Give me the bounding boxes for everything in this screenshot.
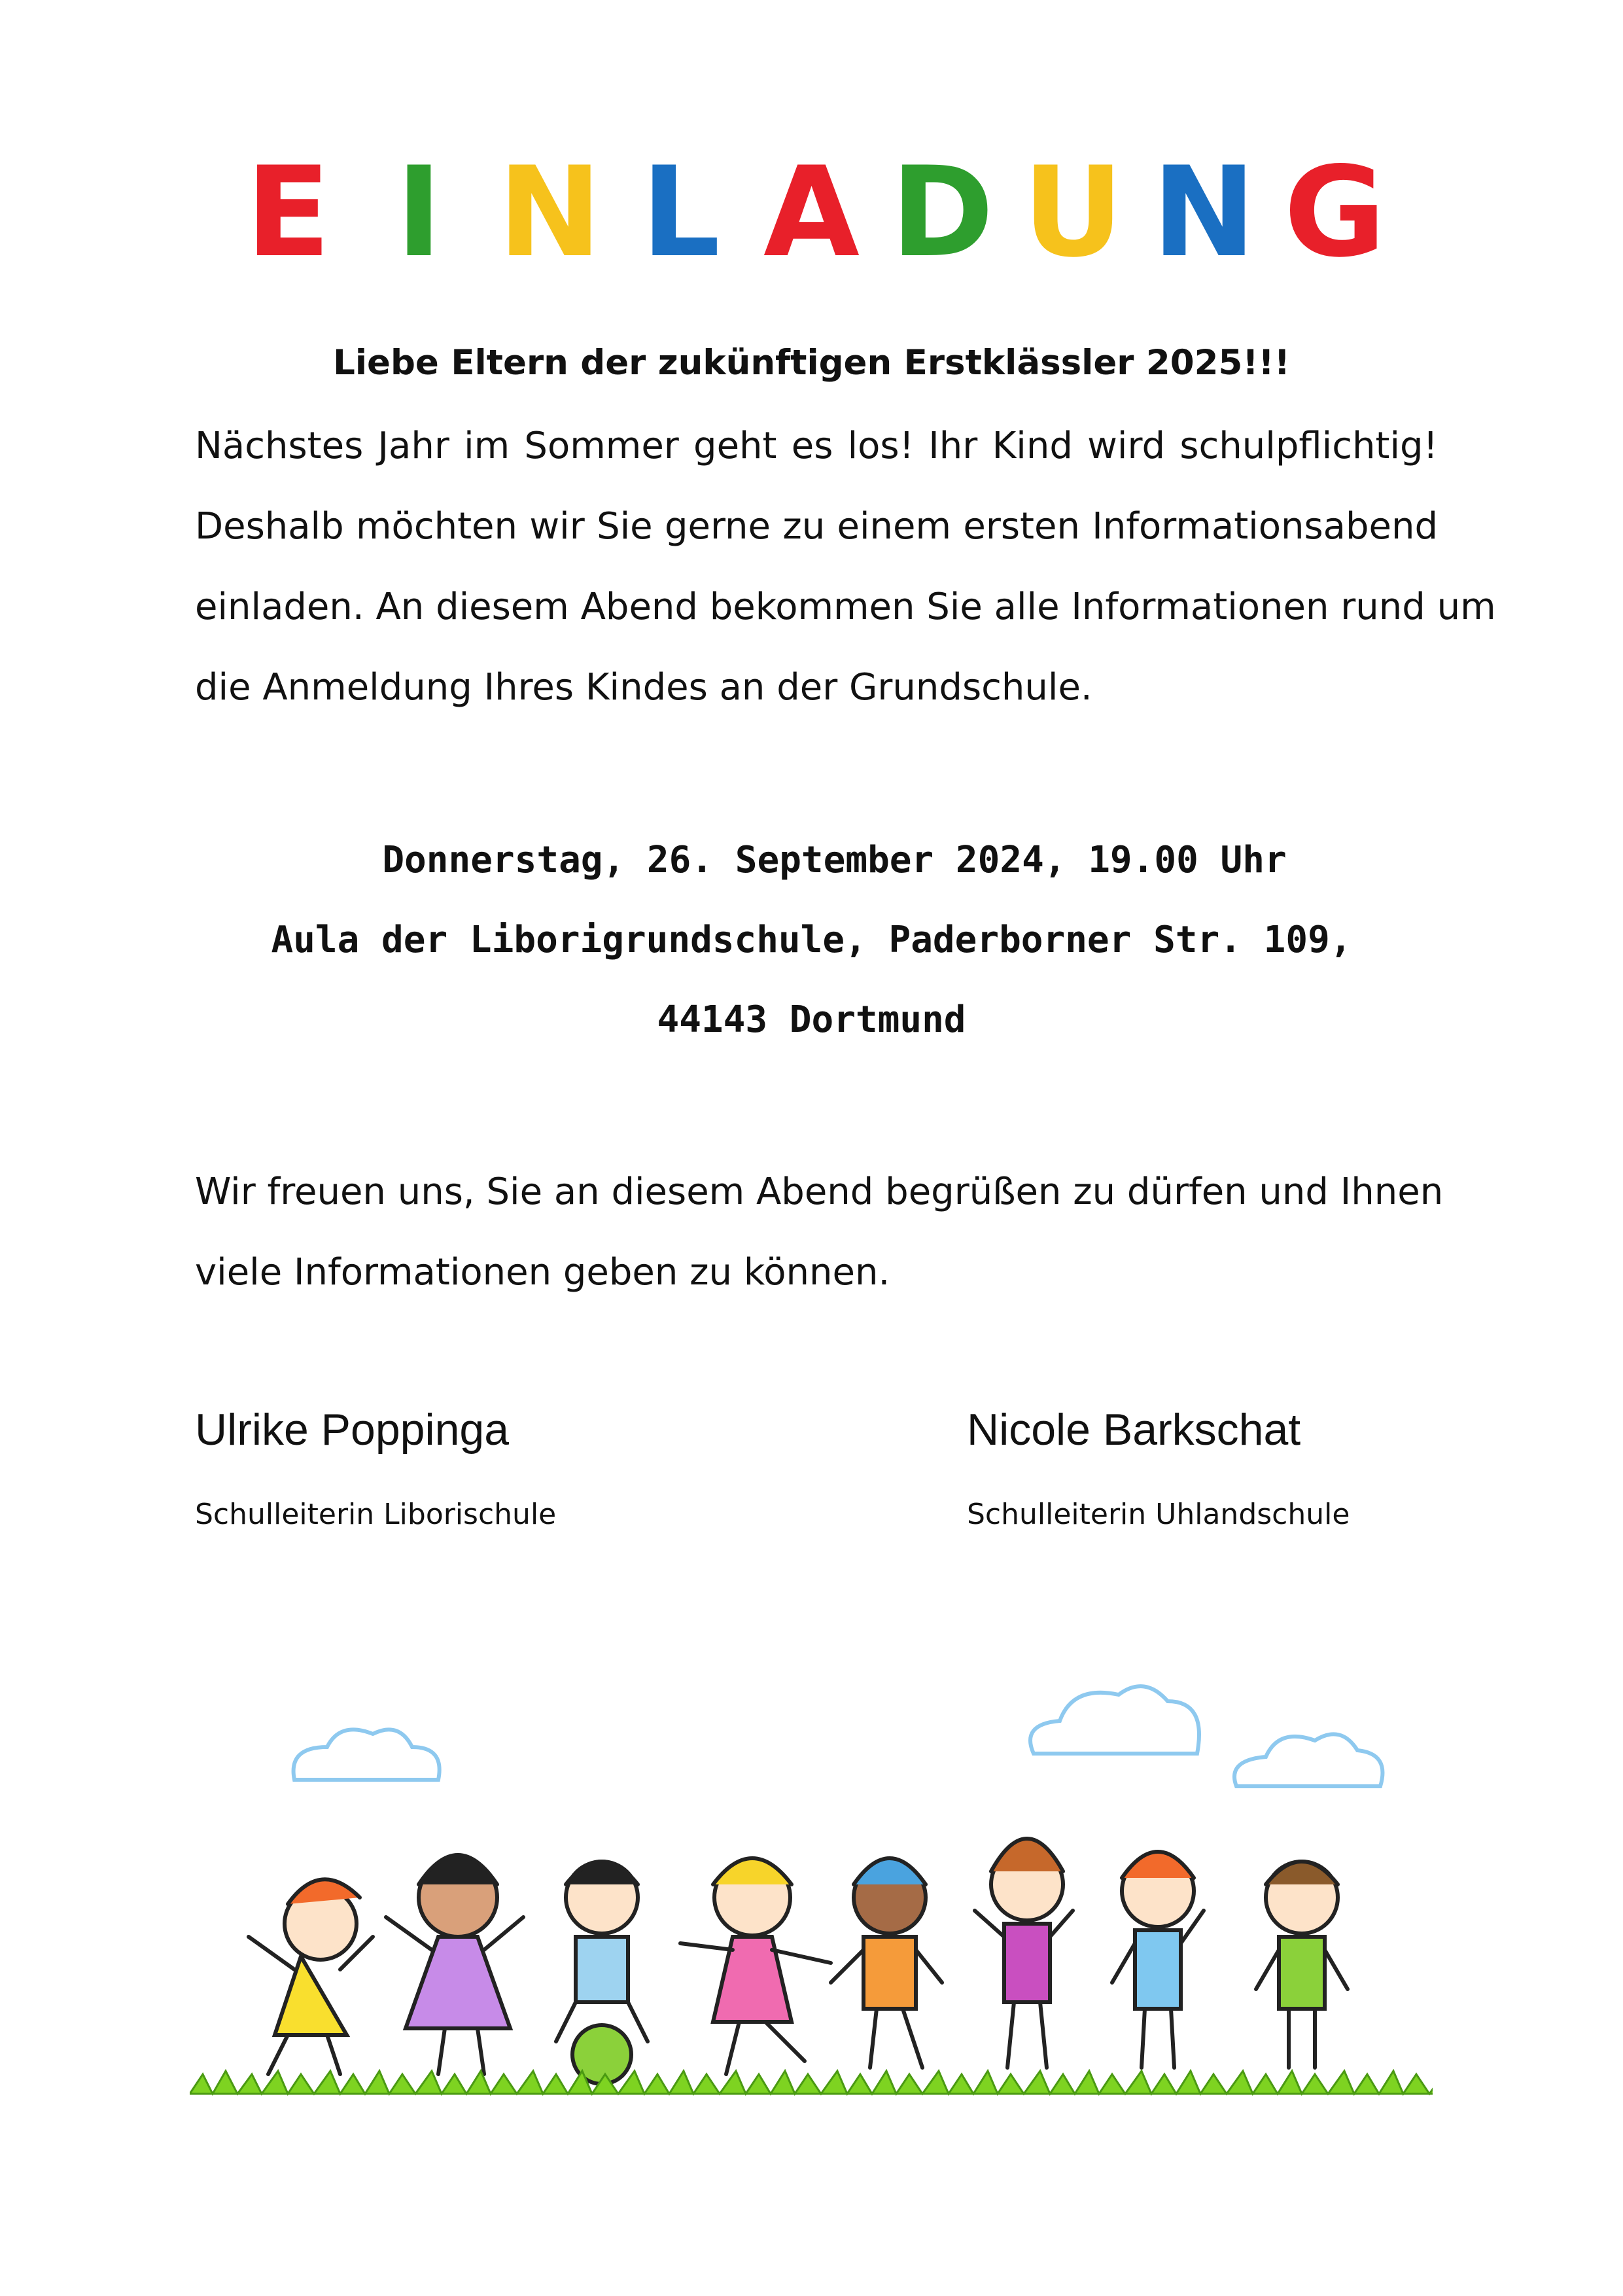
grass <box>190 2071 1433 2094</box>
greeting: Liebe Eltern der zukünftigen Erstklässler 2025!!! <box>333 343 1290 383</box>
closing-line: viele Informationen geben zu können. <box>195 1251 890 1294</box>
title-letter: E <box>245 140 331 285</box>
title-letter: I <box>396 140 442 285</box>
event-city: 44143 Dortmund <box>657 998 966 1041</box>
title-letter: D <box>890 140 994 285</box>
intro-line: Nächstes Jahr im Sommer geht es los! Ihr Kind wird schulpflichtig! <box>195 425 1438 467</box>
cloud-icon <box>294 1729 440 1780</box>
event-location: Aula der Liborigrundschule, Paderborner Str. 109, <box>271 919 1352 961</box>
cloud-icon <box>1030 1686 1199 1754</box>
invitation-title <box>0 141 1623 285</box>
title-letter: N <box>497 140 602 285</box>
child-figure <box>680 1858 831 2074</box>
signature-role-left: Schulleiterin Liborischule <box>195 1498 557 1531</box>
cloud-icon <box>1234 1734 1382 1786</box>
child-figure <box>1112 1852 1204 2068</box>
child-figure <box>386 1855 523 2074</box>
intro-paragraph <box>195 406 1496 728</box>
title-letter: L <box>640 140 721 285</box>
child-figure <box>556 1862 648 2084</box>
child-figure <box>249 1879 373 2074</box>
closing-paragraph <box>195 1152 1444 1313</box>
intro-line: die Anmeldung Ihres Kindes an der Grundschule. <box>195 666 1092 709</box>
title-letter: U <box>1022 140 1124 285</box>
signature-role-right: Schulleiterin Uhlandschule <box>967 1498 1350 1531</box>
title-letter: G <box>1283 140 1386 285</box>
closing-line: Wir freuen uns, Sie an diesem Abend begrüßen zu dürfen und Ihnen <box>195 1171 1444 1213</box>
children-playing-illustration <box>190 1675 1433 2107</box>
event-date-time: Donnerstag, 26. September 2024, 19.00 Uhr <box>382 839 1287 881</box>
title-letter: N <box>1151 140 1256 285</box>
signature-name-right: Nicole Barkschat <box>967 1405 1301 1455</box>
signature-name-left: Ulrike Poppinga <box>195 1405 510 1455</box>
child-figure <box>975 1839 1073 2068</box>
child-figure <box>831 1858 942 2068</box>
intro-line: einladen. An diesem Abend bekommen Sie alle Informationen rund um <box>195 586 1496 628</box>
intro-line: Deshalb möchten wir Sie gerne zu einem ersten Informationsabend <box>195 505 1438 548</box>
child-figure <box>1256 1862 1348 2068</box>
title-letter: A <box>763 140 860 285</box>
